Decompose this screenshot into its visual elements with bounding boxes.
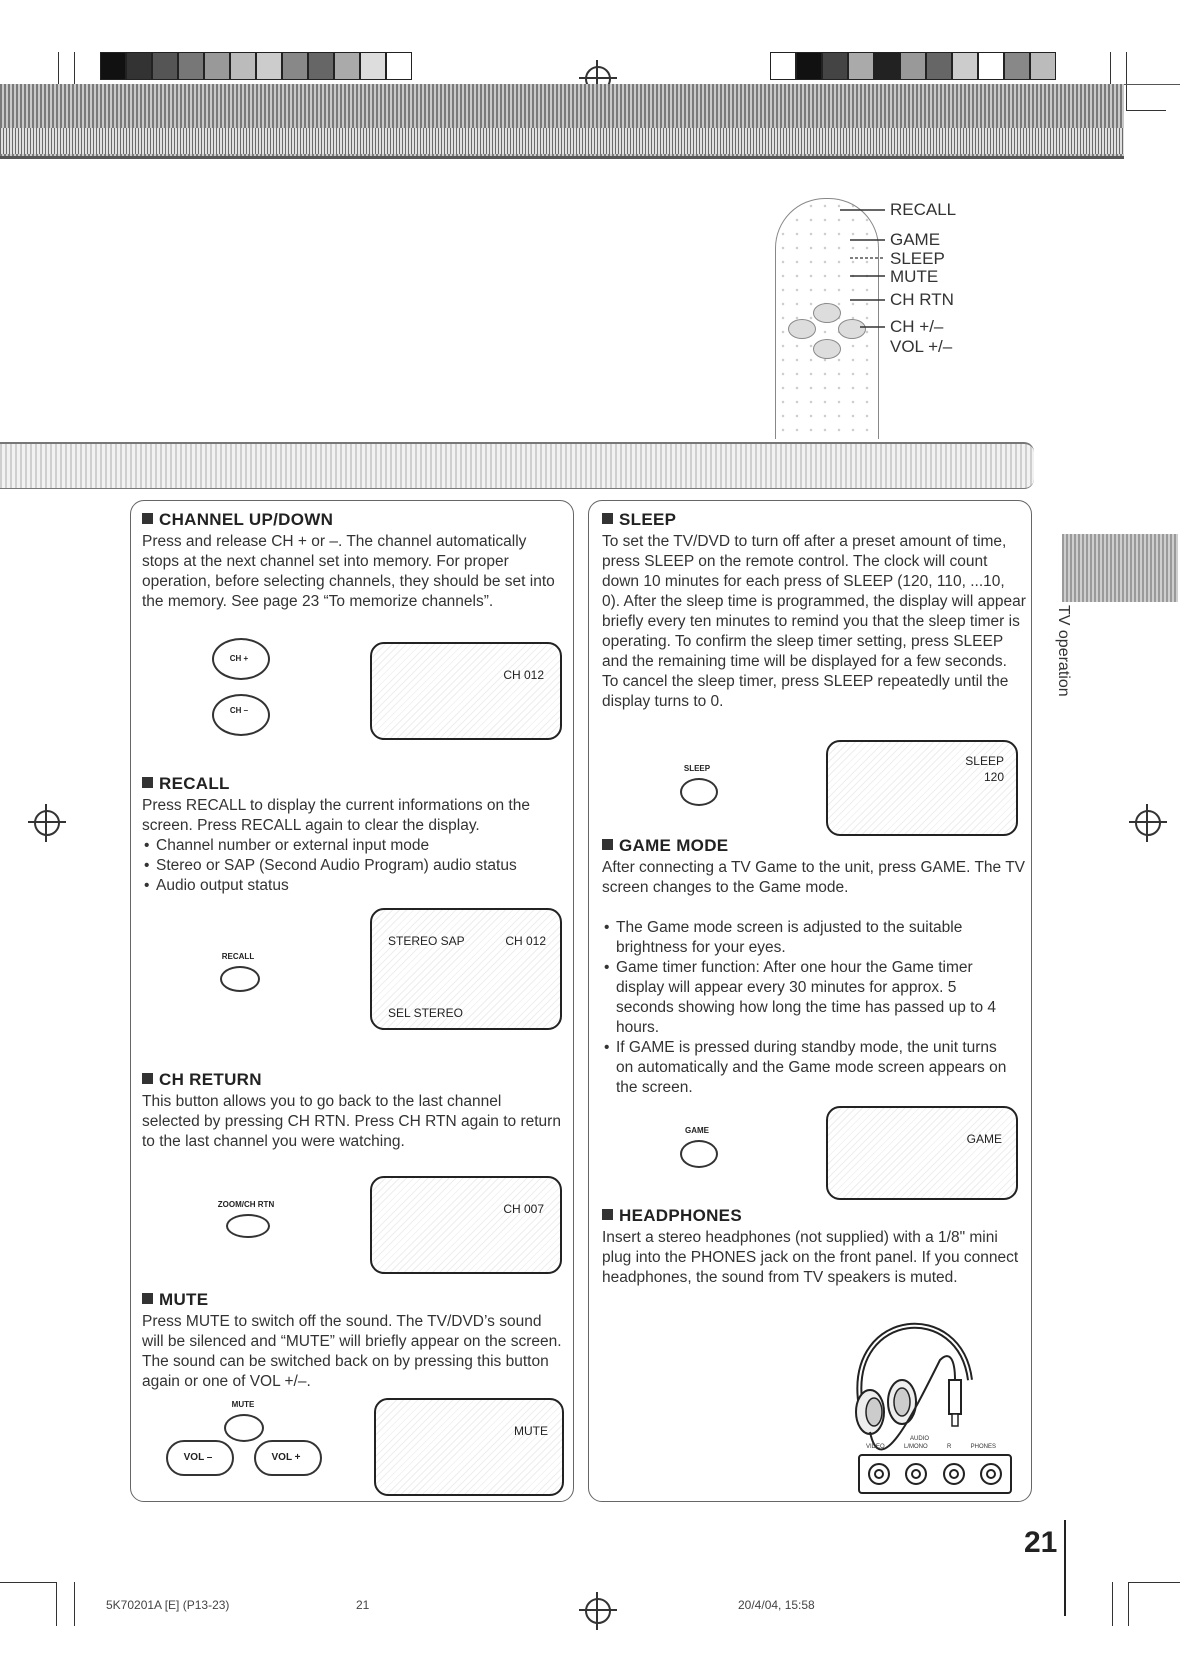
remote-label-recall: RECALL	[890, 200, 957, 219]
game-screen	[826, 1106, 1018, 1200]
jack-icon	[905, 1463, 927, 1485]
jack-icon	[980, 1463, 1002, 1485]
game-screen-text: GAME	[966, 1132, 1002, 1146]
footer-page: 21	[356, 1598, 370, 1612]
heading-ch-return: CH RETURN	[142, 1070, 262, 1090]
game-button-label: GAME	[685, 1126, 709, 1135]
vol-button-icon	[813, 303, 841, 323]
color-bar-left	[100, 52, 412, 80]
recall-bullet: • Stereo or SAP (Second Audio Program) audio status	[156, 856, 562, 876]
jack-label: PHONES	[970, 1444, 996, 1450]
vol-minus-label: VOL –	[183, 1452, 213, 1463]
sleep-screen	[826, 740, 1018, 836]
game-bullet: • If GAME is pressed during standby mode, the unit turns on automatically and the Game mode screen appears on the screen.	[616, 1038, 1018, 1098]
footer-crop-mark	[74, 1582, 75, 1626]
vol-plus-label: VOL +	[271, 1452, 301, 1463]
recall-bullet: • Channel number or external input mode	[156, 836, 562, 856]
footer-crop-mark	[0, 1582, 56, 1583]
color-bar-right	[770, 52, 1056, 80]
recall-screen-line1-left: STEREO SAP	[388, 934, 465, 948]
recall-screen	[370, 908, 562, 1030]
registration-mark-icon	[585, 1598, 611, 1624]
ch-return-screen	[370, 1176, 562, 1274]
jack-icon	[868, 1463, 890, 1485]
front-panel-jacks	[858, 1454, 1012, 1494]
remote-label-vol: VOL +/–	[890, 337, 953, 356]
mute-button[interactable]	[224, 1414, 264, 1442]
jack-label: VIDEO	[866, 1444, 885, 1450]
text-ch-return: This button allows you to go back to the last channel selected by pressing CH RTN. Press CH RTN again to return to the last channel you were watching.	[142, 1093, 561, 1150]
text-recall: Press RECALL to display the current informations on the screen. Press RECALL again to clear the display.	[142, 797, 530, 834]
heading-headphones: HEADPHONES	[602, 1206, 742, 1226]
vol-button-icon	[813, 339, 841, 359]
game-bullet: • The Game mode screen is adjusted to the suitable brightness for your eyes.	[616, 918, 1018, 958]
heading-game: GAME MODE	[602, 836, 728, 856]
registration-mark-icon	[34, 810, 60, 836]
game-bullet: • Game timer function: After one hour the Game timer display will appear every 30 minutes for approx. 5 seconds showing how long the time has passed up to 4 hours.	[616, 958, 1018, 1038]
channel-screen	[370, 642, 562, 740]
header-band-pattern	[0, 128, 1124, 154]
ch-up-label: CH +	[229, 654, 249, 663]
side-tab-label: TV operation	[1055, 605, 1072, 697]
text-mute: Press MUTE to switch off the sound. The TV/DVD’s sound will be silenced and “MUTE” will briefly appear on the screen. The sound can be switched back on by pressing this button again or one of VOL +/–.	[142, 1313, 562, 1390]
recall-button[interactable]	[220, 966, 260, 992]
remote-label-game: GAME	[890, 230, 941, 249]
jack-label: R	[946, 1444, 952, 1450]
jack-label: L/MONO	[903, 1444, 928, 1450]
text-headphones: Insert a stereo headphones (not supplied) with a 1/8" mini plug into the PHONES jack on the front panel. If you connect headphones, the sound from TV speakers is muted.	[602, 1229, 1019, 1286]
remote-label-ch: CH +/–	[890, 317, 944, 336]
remote-label-ch-rtn: CH RTN	[890, 290, 954, 309]
recall-bullets	[142, 836, 562, 896]
remote-label-mute: MUTE	[890, 267, 939, 286]
heading-mute: MUTE	[142, 1290, 208, 1310]
footer-crop-mark	[56, 1582, 57, 1626]
footer-crop-mark	[1128, 1582, 1129, 1626]
text-game: After connecting a TV Game to the unit, press GAME. The TV screen changes to the Game mode.	[602, 859, 1026, 896]
text-sleep: To set the TV/DVD to turn off after a preset amount of time, press SLEEP on the remote control. The clock will count down 10 minutes for each press of SLEEP (120, 110, ...10, 0). After the sleep time is programmed, the display will appear briefly every ten minutes to remind you that the sleep timer is operating. To confirm the sleep timer setting, press SLEEP and the remaining time will be displayed for a few seconds. To cancel the sleep timer, press SLEEP repeatedly until the display turns to 0.	[602, 533, 1026, 710]
footer-doc-id: 5K70201A [E] (P13-23)	[106, 1598, 230, 1612]
ch-return-button-label: ZOOM/CH RTN	[217, 1200, 275, 1209]
page-number-rule	[1064, 1520, 1066, 1616]
game-bullets	[602, 918, 1018, 1098]
ch-down-label: CH –	[229, 706, 249, 715]
text-channel: Press and release CH + or –. The channel automatically stops at the next channel set into memory. For proper operation, before selecting channels, they should be set into the memory. See page 23 “To memorize channels”.	[142, 533, 555, 610]
page-number: 21	[1024, 1526, 1058, 1559]
jack-icon	[943, 1463, 965, 1485]
footer-date: 20/4/04, 15:58	[738, 1598, 815, 1612]
sleep-screen-line2: 120	[983, 770, 1004, 784]
recall-bullet: • Audio output status	[156, 876, 562, 896]
header-rule	[1124, 84, 1180, 85]
audio-label: AUDIO	[910, 1436, 930, 1442]
sleep-button[interactable]	[680, 778, 718, 806]
mute-screen-text: MUTE	[514, 1424, 548, 1438]
mute-button-label: MUTE	[231, 1400, 255, 1409]
mute-screen	[374, 1398, 564, 1496]
ch-down-button[interactable]	[212, 694, 270, 736]
remote-callout-lines	[840, 200, 890, 360]
heading-channel: CHANNEL UP/DOWN	[142, 510, 333, 530]
footer-crop-mark	[1128, 1582, 1180, 1583]
crop-mark	[1126, 110, 1166, 111]
recall-screen-line1-right: CH 012	[505, 934, 546, 948]
side-tab-band	[1062, 534, 1178, 602]
registration-mark-icon	[1135, 810, 1161, 836]
section-strip	[0, 442, 1034, 489]
ch-return-button[interactable]	[226, 1214, 270, 1238]
heading-sleep: SLEEP	[602, 510, 676, 530]
channel-screen-text: CH 012	[503, 668, 544, 682]
recall-screen-line2: SEL STEREO	[388, 1006, 463, 1020]
ch-button-icon	[788, 319, 816, 339]
remote-label-sleep: SLEEP	[890, 249, 945, 268]
game-button[interactable]	[680, 1140, 718, 1168]
jack-label-row	[866, 1444, 996, 1452]
heading-recall: RECALL	[142, 774, 230, 794]
sleep-screen-line1: SLEEP	[965, 754, 1004, 768]
sleep-button-label: SLEEP	[683, 764, 711, 773]
ch-return-screen-text: CH 007	[503, 1202, 544, 1216]
crop-mark	[1126, 52, 1127, 110]
footer-crop-mark	[1112, 1582, 1113, 1626]
recall-button-label: RECALL	[221, 952, 255, 961]
